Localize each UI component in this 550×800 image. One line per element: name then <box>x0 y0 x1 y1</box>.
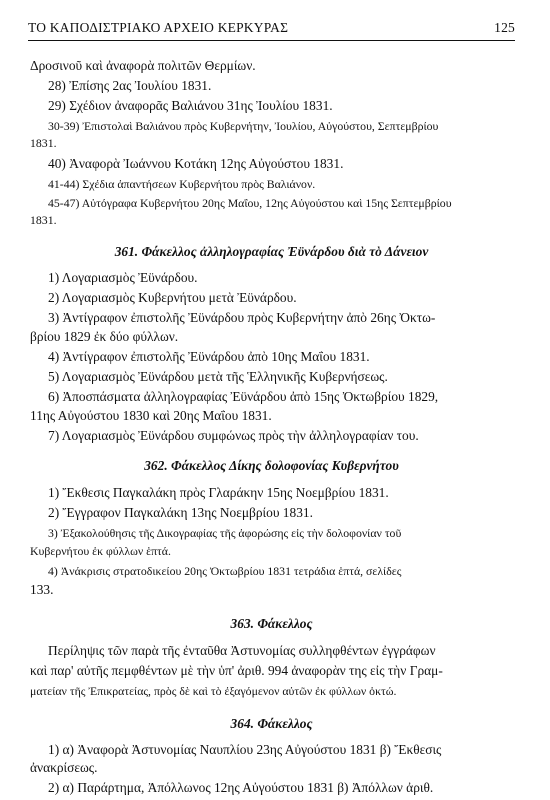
page-number: 125 <box>494 20 515 35</box>
list-item-continuation: βρίου 1829 ἐκ δύο φύλλων. <box>30 329 179 344</box>
list-item: 3) Ἐξακολούθησις τῆς Δικογραφίας τῆς ἀφορώσης εἰς τὴν δολοφονίαν τοῦ <box>48 526 402 540</box>
list-item: 30-39) Ἐπιστολαὶ Βαλιάνου πρὸς Κυβερνήτην, Ἰουλίου, Αὐγούστου, Σεπτεμβρίου <box>48 119 439 133</box>
list-item-continuation: 1831. <box>30 213 57 227</box>
section-heading-364: 364. Φάκελλος <box>230 716 313 731</box>
list-item: 28) Ἐπίσης 2ας Ἰουλίου 1831. <box>48 78 212 93</box>
list-item: 1) Λογαριασμὸς Ἐϋνάρδου. <box>48 270 198 285</box>
paragraph-line: ματείαν τῆς Ἐπικρατείας, πρὸς δὲ καὶ τὸ ἐξαγόμενον αὐτῶν ἐκ φύλλων ὀκτώ. <box>30 684 397 698</box>
section-heading-363: 363. Φάκελλος <box>230 616 313 631</box>
list-item: 4) Ἀντίγραφον ἐπιστολῆς Ἐϋνάρδου ἀπὸ 10ης Μαΐου 1831. <box>48 349 370 364</box>
list-item: 29) Σχέδιον ἀναφορᾶς Βαλιάνου 31ης Ἰουλίου 1831. <box>48 98 333 113</box>
list-item: 1) Ἔκθεσις Παγκαλάκη πρὸς Γλαράκην 15ης Νοεμβρίου 1831. <box>48 485 389 500</box>
running-header <box>28 18 515 40</box>
paragraph-line: καὶ παρ' αὐτῆς πεμφθέντων μὲ τὴν ὑπ' ἀριθ. 994 ἀναφορὰν της εἰς τὴν Γραμ- <box>30 663 443 678</box>
list-item-continuation: ἀνακρίσεως. <box>30 760 98 775</box>
text-line: Δροσινοῦ καὶ ἀναφορὰ πολιτῶν Θερμίων. <box>30 58 256 73</box>
list-item: 2) α) Παράρτημα, Ἀπόλλωνος 12ης Αὐγούστου 1831 β) Ἀπόλλων ἀριθ. <box>48 780 434 795</box>
list-item-continuation: Κυβερνήτου ἐκ φύλλων ἑπτά. <box>30 544 171 558</box>
list-item: 5) Λογαριασμὸς Ἐϋνάρδου μετὰ τῆς Ἑλληνικῆς Κυβερνήσεως. <box>48 369 388 384</box>
list-item-continuation: 11ης Αὐγούστου 1830 καὶ 20ης Μαΐου 1831. <box>30 408 272 423</box>
list-item: 4) Ἀνάκρισις στρατοδικείου 20ης Ὀκτωβρίου 1831 τετράδια ἑπτά, σελίδες <box>48 564 402 578</box>
list-item: 3) Ἀντίγραφον ἐπιστολῆς Ἐϋνάρδου πρὸς Κυβερνήτην ἀπὸ 26ης Ὀκτω- <box>48 310 436 325</box>
list-item: 6) Ἀποσπάσματα ἀλληλογραφίας Ἐϋνάρδου ἀπὸ 15ης Ὀκτωβρίου 1829, <box>48 389 439 404</box>
section-heading-361: 361. Φάκελλος ἀλληλογραφίας Ἐϋνάρδου διὰ τὸ Δάνειον <box>114 244 429 259</box>
list-item: 40) Ἀναφορὰ Ἰωάννου Κοτάκη 12ης Αὐγούστου 1831. <box>48 156 344 171</box>
list-item: 41-44) Σχέδια ἀπαντήσεων Κυβερνήτου πρὸς Βαλιάνον. <box>48 177 316 191</box>
list-item: 45-47) Αὐτόγραφα Κυβερνήτου 20ης Μαΐου, 12ης Αὐγούστου καὶ 15ης Σεπτεμβρίου <box>48 196 452 210</box>
header-rule <box>28 40 515 41</box>
list-item: 7) Λογαριασμὸς Ἐϋνάρδου συμφώνως πρὸς τὴν ἀλληλογραφίαν του. <box>48 428 419 443</box>
list-item: 2) Ἔγγραφον Παγκαλάκη 13ης Νοεμβρίου 1831. <box>48 505 313 520</box>
list-item-continuation: 133. <box>30 582 54 597</box>
paragraph-line: Περίληψις τῶν παρὰ τῆς ἐνταῦθα Ἀστυνομίας συλληφθέντων ἐγγράφων <box>48 643 436 658</box>
list-item: 2) Λογαριασμὸς Κυβερνήτου μετὰ Ἐϋνάρδου. <box>48 290 297 305</box>
section-heading-362: 362. Φάκελλος Δίκης δολοφονίας Κυβερνήτου <box>144 458 399 473</box>
list-item-continuation: 1831. <box>30 136 57 150</box>
list-item: 1) α) Ἀναφορὰ Ἀστυνομίας Ναυπλίου 23ης Αὐγούστου 1831 β) Ἔκθεσις <box>48 742 442 757</box>
running-title: ΤΟ ΚΑΠΟΔΙΣΤΡΙΑΚΟ ΑΡΧΕΙΟ ΚΕΡΚΥΡΑΣ <box>28 20 289 35</box>
